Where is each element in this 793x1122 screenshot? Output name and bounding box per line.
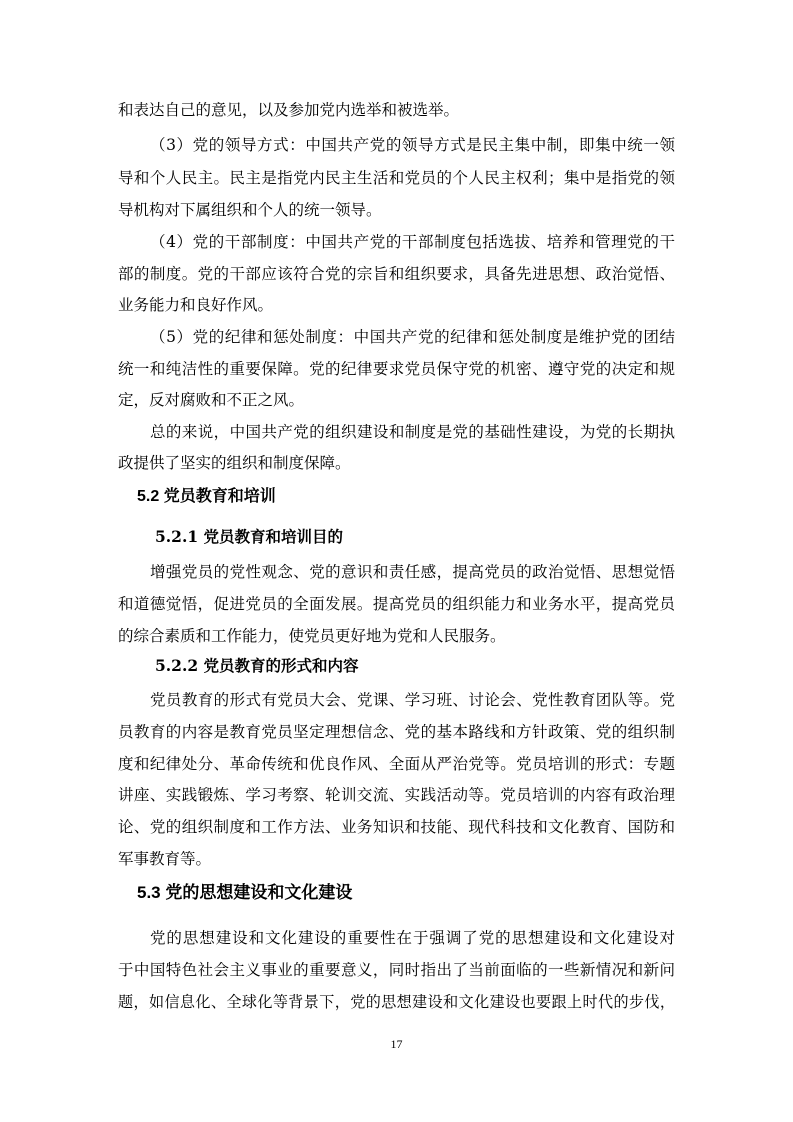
text-line: 业务能力和良好作风。 <box>118 296 274 314</box>
text-line: 和道德觉悟，促进党员的全面发展。提高党员的组织能力和业务水平，提高党员 <box>118 595 675 613</box>
text-line: 统一和纯洁性的重要保障。党的纪律要求党员保守党的机密、遵守党的决定和规 <box>118 360 675 378</box>
text-line: 增强党员的党性观念、党的意识和责任感，提高党员的政治觉悟、思想觉悟 <box>150 563 675 581</box>
text-line: 部的制度。党的干部应该符合党的宗旨和组织要求，具备先进思想、政治觉悟、 <box>118 265 675 283</box>
text-line: （5）党的纪律和惩处制度：中国共产党的纪律和惩处制度是维护党的团结 <box>150 328 675 346</box>
text-line: 题，如信息化、全球化等背景下，党的思想建设和文化建设也要跟上时代的步伐， <box>118 993 675 1011</box>
text-line: （3）党的领导方式：中国共产党的领导方式是民主集中制，即集中统一领 <box>150 136 675 154</box>
text-line: 论、党的组织制度和工作方法、业务知识和技能、现代科技和文化教育、国防和 <box>118 818 675 836</box>
text-line: 于中国特色社会主义事业的重要意义，同时指出了当前面临的一些新情况和新问 <box>118 961 675 979</box>
text-line: 的综合素质和工作能力，使党员更好地为党和人民服务。 <box>118 627 506 645</box>
text-line: 军事教育等。 <box>118 850 212 868</box>
subsection-heading-5-2-1: 5.2.1 党员教育和培训目的 <box>155 527 344 546</box>
text-line: 导和个人民主。民主是指党内民主生活和党员的个人民主权利；集中是指党的领 <box>118 169 675 187</box>
text-line: 总的来说，中国共产党的组织建设和制度是党的基础性建设，为党的长期执 <box>150 423 675 441</box>
section-heading-5-3: 5.3 党的思想建设和文化建设 <box>137 883 353 902</box>
text-line: 党的思想建设和文化建设的重要性在于强调了党的思想建设和文化建设对 <box>150 929 675 947</box>
text-line: 定，反对腐败和不正之风。 <box>118 391 305 409</box>
text-line: 员教育的内容是教育党员坚定理想信念、党的基本路线和方针政策、党的组织制 <box>118 723 675 741</box>
text-line: 讲座、实践锻炼、学习考察、轮训交流、实践活动等。党员培训的内容有政治理 <box>118 786 675 804</box>
text-line: 政提供了坚实的组织和制度保障。 <box>118 454 351 472</box>
text-line: 和表达自己的意见，以及参加党内选举和被选举。 <box>118 101 460 119</box>
text-line: 党员教育的形式有党员大会、党课、学习班、讨论会、党性教育团队等。党 <box>150 691 675 709</box>
text-line: （4）党的干部制度：中国共产党的干部制度包括选拔、培养和管理党的干 <box>150 233 675 251</box>
text-line: 导机构对下属组织和个人的统一领导。 <box>118 201 382 219</box>
text-line: 度和纪律处分、革命传统和优良作风、全面从严治党等。党员培训的形式：专题 <box>118 755 675 773</box>
page-number: 17 <box>390 1037 403 1051</box>
section-heading-5-2: 5.2 党员教育和培训 <box>137 488 276 505</box>
subsection-heading-5-2-2: 5.2.2 党员教育的形式和内容 <box>155 656 359 675</box>
